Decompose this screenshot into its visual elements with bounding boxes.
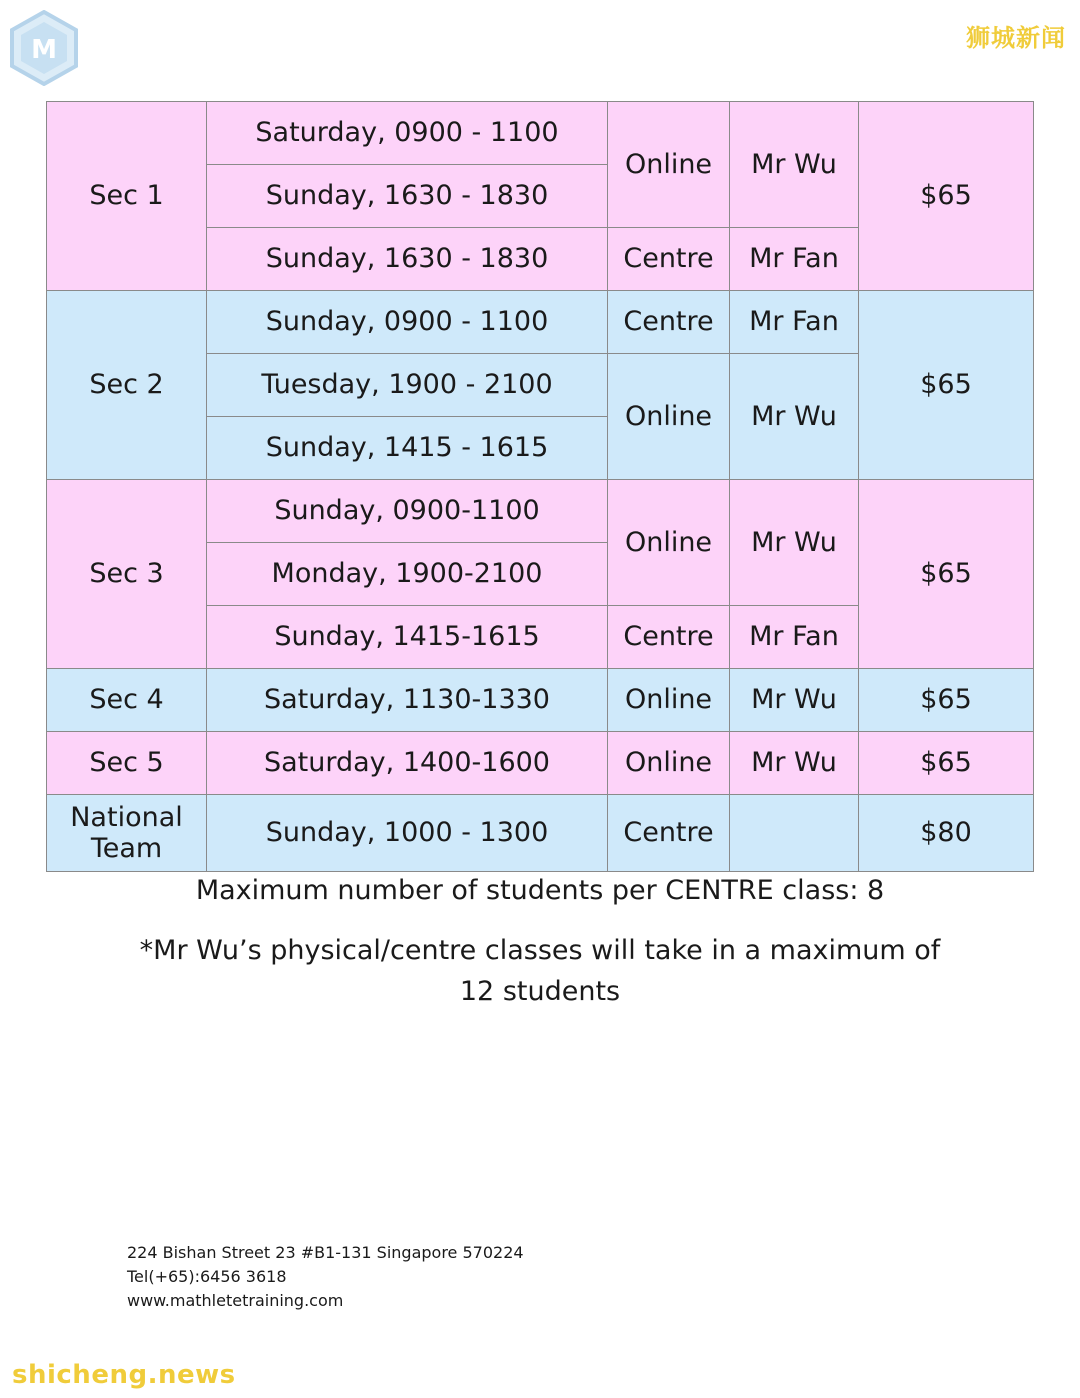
teacher-cell: Mr Wu (730, 669, 859, 732)
level-cell: Sec 2 (47, 291, 207, 480)
mode-cell: Online (608, 732, 730, 795)
teacher-cell: Mr Wu (730, 354, 859, 480)
price-cell: $65 (859, 669, 1034, 732)
mode-cell: Online (608, 102, 730, 228)
teacher-cell: Mr Wu (730, 480, 859, 606)
teacher-cell: Mr Fan (730, 291, 859, 354)
teacher-cell: Mr Fan (730, 228, 859, 291)
mode-cell: Online (608, 480, 730, 606)
table-row (47, 795, 1034, 872)
teacher-cell: Mr Wu (730, 732, 859, 795)
level-cell (47, 795, 207, 872)
table-row (47, 102, 1034, 165)
price-cell: $65 (859, 291, 1034, 480)
mode-cell: Centre (608, 795, 730, 872)
mode-cell: Centre (608, 291, 730, 354)
teacher-cell (730, 795, 859, 872)
teacher-cell: Mr Wu (730, 102, 859, 228)
level-cell: Sec 5 (47, 732, 207, 795)
price-cell: $80 (859, 795, 1034, 872)
time-cell: Sunday, 1415-1615 (207, 606, 608, 669)
time-cell: Sunday, 1415 - 1615 (207, 417, 608, 480)
table-row (47, 732, 1034, 795)
teacher-cell: Mr Fan (730, 606, 859, 669)
watermark-bottom: shicheng.news (12, 1360, 236, 1390)
level-line: Team (90, 833, 163, 864)
max-students-note: Maximum number of students per CENTRE class: 8 (195, 875, 885, 906)
mode-cell: Centre (608, 606, 730, 669)
time-cell: Sunday, 1630 - 1830 (207, 165, 608, 228)
mode-cell: Online (608, 669, 730, 732)
time-cell: Tuesday, 1900 - 2100 (207, 354, 608, 417)
level-cell: Sec 3 (47, 480, 207, 669)
level-cell: Sec 1 (47, 102, 207, 291)
table-row (47, 669, 1034, 732)
time-cell: Sunday, 0900 - 1100 (207, 291, 608, 354)
level-cell: Sec 4 (47, 669, 207, 732)
mathlete-logo-icon (8, 10, 80, 86)
website-line: www.mathletetraining.com (127, 1291, 344, 1310)
table-row (47, 291, 1034, 354)
time-cell: Saturday, 1130-1330 (207, 669, 608, 732)
time-cell: Sunday, 0900-1100 (207, 480, 608, 543)
address-block (127, 1241, 524, 1313)
mode-cell: Online (608, 354, 730, 480)
watermark-top: 狮城新闻 (966, 24, 1066, 52)
time-cell: Monday, 1900-2100 (207, 543, 608, 606)
phone-line: Tel(+65):6456 3618 (127, 1267, 287, 1286)
time-cell: Sunday, 1000 - 1300 (207, 795, 608, 872)
time-cell: Sunday, 1630 - 1830 (207, 228, 608, 291)
price-cell: $65 (859, 732, 1034, 795)
time-cell: Saturday, 0900 - 1100 (207, 102, 608, 165)
mode-cell: Centre (608, 228, 730, 291)
svg-text:M: M (31, 35, 57, 65)
price-cell: $65 (859, 102, 1034, 291)
schedule-table (46, 101, 1034, 872)
mr-wu-note: *Mr Wu’s physical/centre classes will take in a maximum of 12 students (139, 935, 941, 1007)
time-cell: Saturday, 1400-1600 (207, 732, 608, 795)
table-row (47, 480, 1034, 543)
price-cell: $65 (859, 480, 1034, 669)
level-line: National (70, 801, 183, 833)
address-line: 224 Bishan Street 23 #B1-131 Singapore 570224 (127, 1243, 524, 1262)
